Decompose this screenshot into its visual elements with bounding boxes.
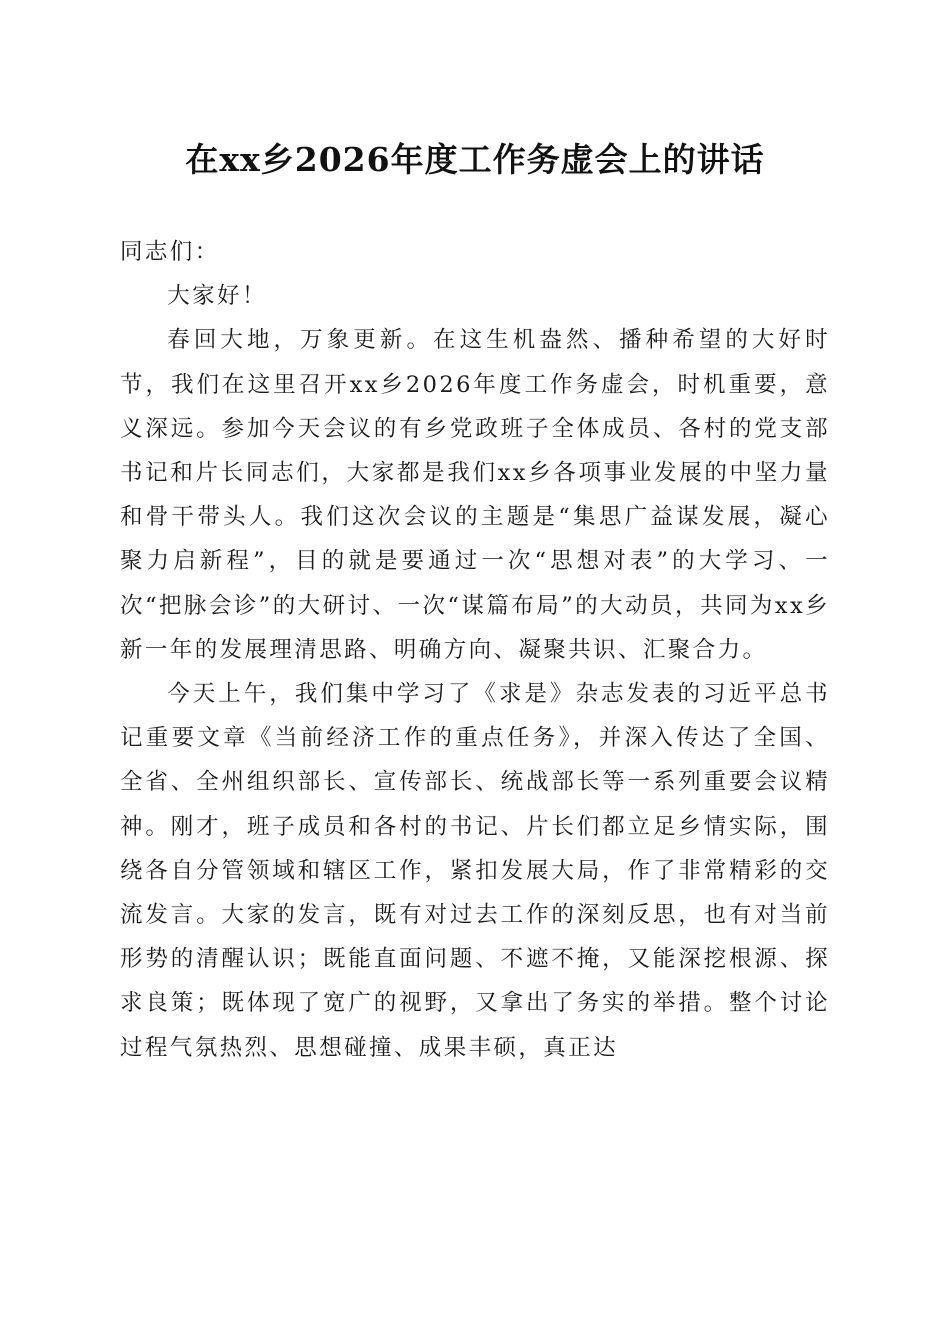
paragraph-2: 今天上午，我们集中学习了《求是》杂志发表的习近平总书记重要文章《当前经济工作的重点任务》，并深入传达了全国、全省、全州组织部长、宣传部长、统战部长等一系列重要会议精神。刚才，班子成员和各村的书记、片长们都立足乡情实际，围绕各自分管领域和辖区工作，紧扣发展大局，作了非常精彩的交流发言。大家的发言，既有对过去工作的深刻反思，也有对当前形势的清醒认识；既能直面问题、不遮不掩，又能深挖根源、探求良策；既体现了宽广的视野，又拿出了务实的举措。整个讨论过程气氛热烈、思想碰撞、成果丰硕，真正达 <box>120 681 830 1061</box>
document-body <box>120 230 830 1070</box>
salutation: 同志们： <box>120 239 220 265</box>
greeting: 大家好！ <box>167 283 267 310</box>
document-title: 在xx乡2026年度工作务虚会上的讲话 <box>185 140 765 179</box>
paragraph-1: 春回大地，万象更新。在这生机盎然、播种希望的大好时节，我们在这里召开xx乡2026年度工作务虚会，时机重要，意义深远。参加今天会议的有乡党政班子全体成员、各村的党支部书记和片长同志们，大家都是我们xx乡各项事业发展的中坚力量和骨干带头人。我们这次会议的主题是“集思广益谋发展，凝心聚力启新程”，目的就是要通过一次“思想对表”的大学习、一次“把脉会诊”的大研讨、一次“谋篇布局”的大动员，共同为xx乡新一年的发展理清思路、明确方向、凝聚共识、汇聚合力。 <box>120 327 830 663</box>
